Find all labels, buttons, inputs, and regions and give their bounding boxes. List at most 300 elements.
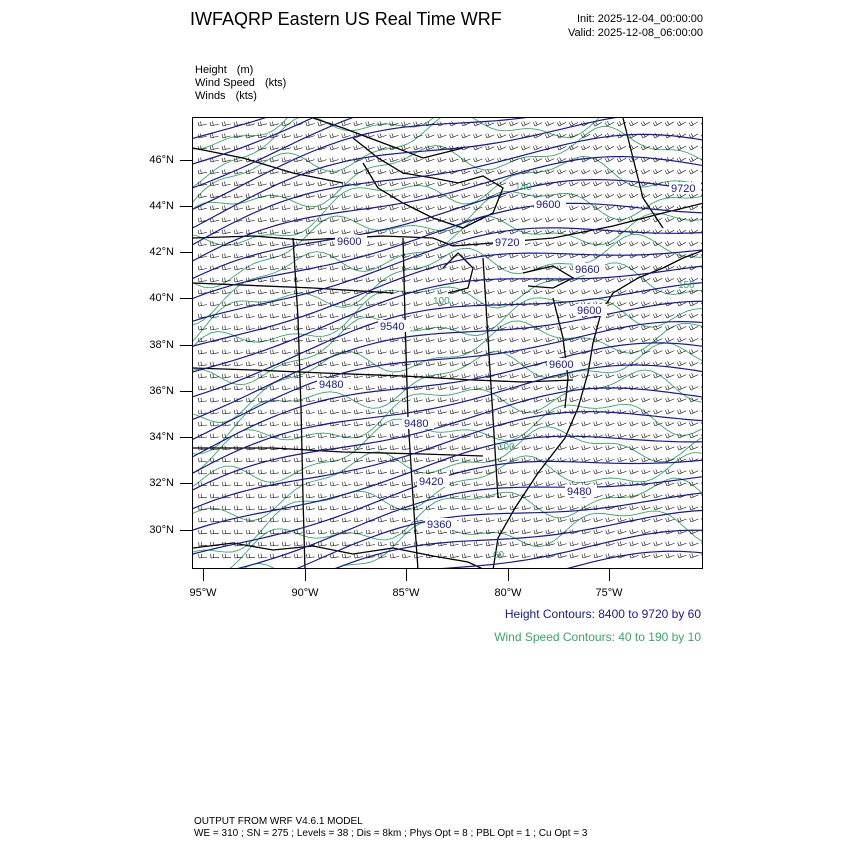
- wind-barb: [306, 518, 315, 522]
- wind-barb: [701, 421, 703, 426]
- wind-barb: [246, 350, 255, 354]
- wind-barb: [258, 314, 267, 318]
- init-time: Init: 2025-12-04_00:00:00: [577, 13, 703, 25]
- wind-barb: [510, 482, 519, 487]
- wind-barb: [486, 217, 495, 222]
- wind-barb: [533, 217, 542, 222]
- wind-barb: [498, 361, 507, 366]
- wind-barb: [258, 242, 267, 247]
- wind-barb: [306, 145, 315, 150]
- wind-barb: [234, 350, 243, 354]
- wind-barb: [582, 553, 591, 558]
- wind-barb: [473, 157, 482, 162]
- wind-barb: [211, 530, 219, 534]
- wind-barb: [474, 458, 483, 463]
- wind-barb: [642, 421, 651, 426]
- wind-barb: [474, 542, 483, 547]
- wind-barb: [450, 349, 459, 354]
- wind-barb: [450, 361, 459, 366]
- wind-barb: [666, 541, 675, 546]
- wind-barb: [462, 506, 471, 511]
- wind-barb: [258, 410, 267, 414]
- wind-barb: [557, 121, 566, 126]
- wind-barb: [581, 325, 590, 330]
- wind-barb: [366, 506, 375, 510]
- wind-barb: [677, 397, 686, 402]
- wind-barb: [534, 349, 543, 354]
- wind-barb: [318, 494, 327, 498]
- wind-barb: [510, 337, 519, 342]
- wind-barb: [593, 181, 602, 186]
- wind-barb: [271, 542, 279, 546]
- wind-barb: [497, 169, 506, 174]
- wind-barb: [330, 554, 339, 558]
- wind-barb: [522, 518, 531, 523]
- wind-barb: [414, 157, 423, 162]
- wind-barb: [366, 446, 375, 450]
- wind-barb: [545, 121, 554, 126]
- wind-barb: [198, 266, 207, 270]
- wind-barb: [701, 133, 703, 138]
- wind-barb: [235, 530, 243, 534]
- wind-barb: [690, 505, 699, 510]
- wind-barb: [366, 217, 375, 222]
- wind-barb: [462, 325, 471, 330]
- wind-barb: [426, 458, 435, 463]
- wind-barb: [486, 289, 495, 294]
- wind-barb: [522, 469, 531, 474]
- wind-barb: [498, 482, 507, 487]
- wind-barb: [534, 385, 543, 390]
- wind-barb: [366, 542, 375, 546]
- wind-barb: [378, 410, 387, 415]
- wind-barb: [581, 289, 590, 294]
- wind-barb: [462, 457, 471, 462]
- wind-barb: [642, 541, 651, 546]
- wind-barb: [330, 133, 339, 138]
- wind-barb: [617, 301, 626, 306]
- wind-barb: [498, 433, 507, 438]
- wind-barb: [282, 205, 291, 210]
- wind-barb: [199, 518, 207, 522]
- wind-barb: [366, 530, 375, 534]
- wind-barb: [534, 277, 543, 282]
- wind-barb: [318, 374, 327, 378]
- wind-barb: [689, 133, 698, 138]
- field-name: Height: [195, 64, 227, 76]
- wind-barb: [198, 278, 207, 282]
- wind-barb: [582, 457, 591, 462]
- wind-barb: [306, 554, 315, 558]
- wind-barb: [558, 313, 567, 318]
- wind-barb: [666, 553, 675, 558]
- wind-barb: [497, 145, 506, 150]
- wind-barb: [486, 517, 495, 522]
- wind-barb: [702, 517, 704, 522]
- wind-barb: [330, 265, 339, 270]
- wind-barb: [474, 410, 483, 415]
- wind-barb: [378, 434, 387, 439]
- wind-barb: [534, 518, 543, 523]
- wind-barb: [701, 205, 703, 210]
- wind-barb: [246, 314, 255, 318]
- wind-barb: [629, 241, 638, 246]
- wind-barb: [318, 506, 327, 510]
- wind-barb: [558, 385, 567, 390]
- wind-barb: [210, 398, 219, 402]
- wind-barb: [654, 445, 663, 450]
- map-canvas: [193, 118, 703, 569]
- wind-barb: [199, 470, 207, 474]
- height-contour-line: [193, 365, 703, 478]
- wind-barb: [581, 193, 590, 198]
- wind-barb: [390, 410, 399, 415]
- wind-barb: [497, 133, 506, 138]
- wind-barb: [689, 217, 698, 222]
- lat-label: 46°N: [149, 154, 174, 166]
- wind-barb: [294, 542, 303, 546]
- wind-barb: [270, 374, 279, 378]
- wind-barb: [366, 410, 375, 415]
- wind-barb: [378, 506, 387, 510]
- wind-barb: [630, 445, 639, 450]
- wind-barb: [582, 373, 591, 378]
- wind-barb: [223, 482, 231, 486]
- wind-barb: [606, 373, 615, 378]
- lat-tick: [180, 298, 192, 299]
- wind-barb: [546, 493, 555, 498]
- wind-barb: [641, 169, 650, 174]
- wind-barb: [354, 145, 363, 150]
- lon-tick: [305, 569, 306, 581]
- wind-barb: [462, 410, 471, 415]
- wind-barb: [665, 373, 674, 378]
- wind-barb: [629, 301, 638, 306]
- wind-barb: [582, 445, 591, 450]
- wind-barb: [642, 457, 651, 462]
- lat-label: 42°N: [149, 246, 174, 258]
- wind-barb: [235, 506, 243, 510]
- wind-barb: [653, 433, 662, 438]
- wind-barb: [461, 133, 470, 138]
- wind-barb: [701, 469, 703, 474]
- height-contour-label: 9420: [419, 476, 444, 488]
- wind-barb: [582, 517, 591, 522]
- wind-barb: [223, 458, 231, 462]
- wind-barb: [546, 349, 555, 354]
- valid-time: Valid: 2025-12-08_06:00:00: [568, 27, 703, 39]
- wind-barb: [545, 157, 554, 162]
- wind-barb: [198, 374, 207, 378]
- wind-barb: [570, 554, 579, 559]
- wind-barb: [498, 506, 507, 511]
- wind-barb: [246, 242, 255, 247]
- wind-barb: [342, 133, 351, 138]
- wind-barb: [211, 554, 219, 558]
- wind-barb: [366, 494, 375, 498]
- lat-label: 44°N: [149, 200, 174, 212]
- wind-barb: [342, 230, 351, 235]
- wind-barb: [198, 398, 207, 402]
- wind-barb: [653, 193, 662, 198]
- wind-barb: [641, 397, 650, 402]
- wind-barb: [318, 206, 327, 211]
- wind-barb: [606, 421, 615, 426]
- wind-barb: [678, 553, 687, 558]
- wind-barb: [330, 206, 339, 211]
- wind-barb: [259, 506, 267, 510]
- wind-barb: [702, 553, 704, 558]
- wind-barb: [665, 409, 674, 414]
- wind-speed-contour-line: [193, 453, 703, 556]
- height-contour-label: 9360: [427, 519, 452, 531]
- wind-barb: [522, 553, 531, 558]
- wind-barb: [558, 542, 567, 547]
- wind-barb: [665, 361, 674, 366]
- wind-barb: [653, 397, 662, 402]
- wind-barb: [414, 446, 423, 451]
- wind-barb: [701, 457, 703, 462]
- wind-barb: [546, 445, 555, 450]
- wind-barb: [510, 313, 519, 318]
- wind-barb: [366, 337, 375, 342]
- wind-barb: [617, 241, 626, 246]
- wind-barb: [246, 326, 255, 330]
- wind-barb: [474, 349, 483, 354]
- wind-barb: [593, 193, 602, 198]
- wind-barb: [486, 385, 495, 390]
- wind-barb: [701, 169, 703, 174]
- wind-barb: [306, 386, 315, 390]
- wind-barb: [521, 145, 530, 150]
- lon-label: 90°W: [291, 587, 319, 599]
- wind-barb: [426, 362, 435, 367]
- wind-barb: [678, 541, 687, 546]
- wind-barb: [354, 470, 363, 474]
- wind-barb: [258, 470, 267, 474]
- wind-barb: [270, 266, 279, 271]
- wind-barb: [546, 421, 555, 426]
- wind-barb: [678, 505, 687, 510]
- wind-barb: [641, 265, 650, 270]
- wind-barb: [210, 230, 219, 234]
- speed-contour-label: 140: [515, 182, 532, 193]
- wind-barb: [222, 146, 231, 151]
- wind-barb: [534, 542, 543, 547]
- wind-barb: [199, 506, 207, 510]
- wind-barb: [534, 289, 543, 294]
- wind-barb: [450, 554, 459, 559]
- wind-barb: [270, 494, 279, 498]
- wind-barb: [390, 470, 399, 475]
- wind-barb: [222, 374, 231, 378]
- wind-barb: [210, 206, 219, 211]
- wind-barb: [318, 182, 327, 187]
- wind-barb: [618, 469, 627, 474]
- wind-barb: [282, 230, 291, 235]
- wind-barb: [330, 157, 339, 162]
- wind-barb: [533, 253, 542, 258]
- wind-barb: [342, 193, 351, 198]
- wind-barb: [438, 337, 447, 342]
- wind-barb: [521, 121, 530, 126]
- wind-barb: [606, 517, 615, 522]
- lat-tick: [180, 252, 192, 253]
- wind-barb: [498, 205, 507, 210]
- wind-barb: [522, 530, 531, 535]
- wind-barb: [259, 542, 267, 546]
- wind-barb: [390, 205, 399, 210]
- wind-barb: [666, 481, 675, 486]
- wind-barb: [510, 553, 519, 558]
- wind-barb: [366, 157, 375, 162]
- model-footer-line1: OUTPUT FROM WRF V4.6.1 MODEL: [194, 816, 363, 827]
- wind-barb: [617, 277, 626, 282]
- height-contour-label: 9600: [337, 236, 362, 248]
- wind-barb: [534, 494, 543, 499]
- wind-barb: [438, 350, 447, 355]
- wind-barb: [270, 422, 279, 426]
- wind-barb: [402, 133, 411, 138]
- wind-barb: [594, 529, 603, 534]
- wind-barb: [653, 277, 662, 282]
- wind-barb: [510, 361, 519, 366]
- wind-barb: [366, 242, 375, 247]
- wind-barb: [390, 217, 399, 222]
- wind-barb: [222, 230, 231, 234]
- wind-barb: [533, 121, 542, 126]
- wind-barb: [199, 542, 207, 546]
- wind-barb: [354, 217, 363, 222]
- wind-barb: [701, 121, 703, 126]
- wind-barb: [498, 517, 507, 522]
- wind-barb: [450, 410, 459, 415]
- field-name: Wind Speed: [195, 77, 255, 89]
- wind-barb: [594, 397, 603, 402]
- wind-barb: [402, 277, 411, 282]
- wind-barb: [545, 241, 554, 246]
- height-contour-label: 9480: [319, 379, 344, 391]
- wind-barb: [210, 146, 219, 151]
- wind-barb: [581, 205, 590, 210]
- height-contour-note: Height Contours: 8400 to 9720 by 60: [504, 607, 701, 621]
- model-footer-line2: WE = 310 ; SN = 275 ; Levels = 38 ; Dis = 8km ; Phys Opt = 8 ; PBL Opt = 1 ; Cu Opt = 3: [194, 828, 588, 839]
- wind-barb: [222, 134, 231, 139]
- wind-barb: [198, 302, 207, 306]
- wind-barb: [701, 241, 703, 246]
- wind-barb: [390, 554, 399, 558]
- wind-barb: [450, 193, 459, 198]
- wind-barb: [414, 350, 423, 355]
- wind-barb: [462, 422, 471, 427]
- wind-barb: [510, 277, 519, 282]
- wind-barb: [690, 517, 699, 522]
- wind-barb: [366, 193, 375, 198]
- wind-barb: [462, 289, 471, 294]
- height-contour-label: 9540: [380, 321, 405, 333]
- wind-barb: [270, 290, 279, 295]
- lat-tick: [180, 206, 192, 207]
- wind-barb: [689, 325, 698, 330]
- wind-barb: [330, 362, 339, 367]
- wind-barb: [294, 182, 303, 187]
- wind-barb: [330, 314, 339, 319]
- wind-barb: [689, 145, 698, 150]
- wind-barb: [689, 361, 698, 366]
- wind-barb: [246, 266, 255, 270]
- wind-barb: [569, 217, 578, 222]
- wind-barb: [378, 470, 387, 474]
- height-contour-label: 9600: [549, 359, 574, 371]
- wind-barb: [677, 337, 686, 342]
- wind-barb: [222, 314, 231, 318]
- wind-barb: [474, 289, 483, 294]
- wind-barb: [294, 362, 303, 366]
- wind-barb: [486, 542, 495, 547]
- wind-barb: [665, 337, 674, 342]
- wind-barb: [677, 373, 686, 378]
- wind-barb: [509, 217, 518, 222]
- wind-barb: [258, 122, 267, 127]
- lat-label: 34°N: [149, 431, 174, 443]
- lat-label: 38°N: [149, 339, 174, 351]
- wind-barb: [318, 458, 327, 462]
- wind-barb: [534, 530, 543, 535]
- wind-barb: [641, 373, 650, 378]
- wind-barb: [282, 134, 291, 139]
- wind-barb: [569, 205, 578, 210]
- wind-barb: [605, 349, 614, 354]
- wind-barb: [546, 289, 555, 294]
- map-title: IWFAQRP Eastern US Real Time WRF: [190, 9, 502, 29]
- wind-barb: [629, 121, 638, 126]
- wind-barb: [294, 302, 303, 307]
- wind-barb: [629, 313, 638, 318]
- wind-barb: [426, 133, 435, 138]
- wind-barb: [689, 409, 698, 414]
- wind-barb: [474, 493, 483, 498]
- wind-barb: [199, 530, 207, 534]
- wind-barb: [522, 277, 531, 282]
- wind-barb: [605, 265, 614, 270]
- wind-barb: [258, 290, 267, 294]
- lon-label: 80°W: [494, 587, 522, 599]
- wind-barb: [378, 494, 387, 498]
- wind-barb: [546, 385, 555, 390]
- wind-barb: [677, 385, 686, 390]
- wind-barb: [198, 230, 207, 234]
- wind-barb: [678, 481, 687, 486]
- wind-barb: [665, 445, 674, 450]
- wind-barb: [306, 410, 315, 414]
- wind-barb: [641, 325, 650, 330]
- wind-barb: [450, 157, 459, 162]
- wind-barb: [618, 397, 627, 402]
- wind-barb: [701, 337, 703, 342]
- wind-barb: [199, 410, 207, 414]
- wind-barb: [533, 145, 542, 150]
- wind-barb: [533, 229, 542, 234]
- wind-barb: [199, 554, 207, 558]
- height-contour-labels: [317, 182, 701, 531]
- wind-barb: [247, 554, 255, 558]
- wind-barb: [485, 145, 494, 150]
- wind-barb: [306, 121, 315, 126]
- wind-barb: [390, 482, 399, 486]
- wind-barb: [509, 193, 518, 198]
- wind-barb: [342, 506, 351, 510]
- wind-barb: [665, 421, 674, 426]
